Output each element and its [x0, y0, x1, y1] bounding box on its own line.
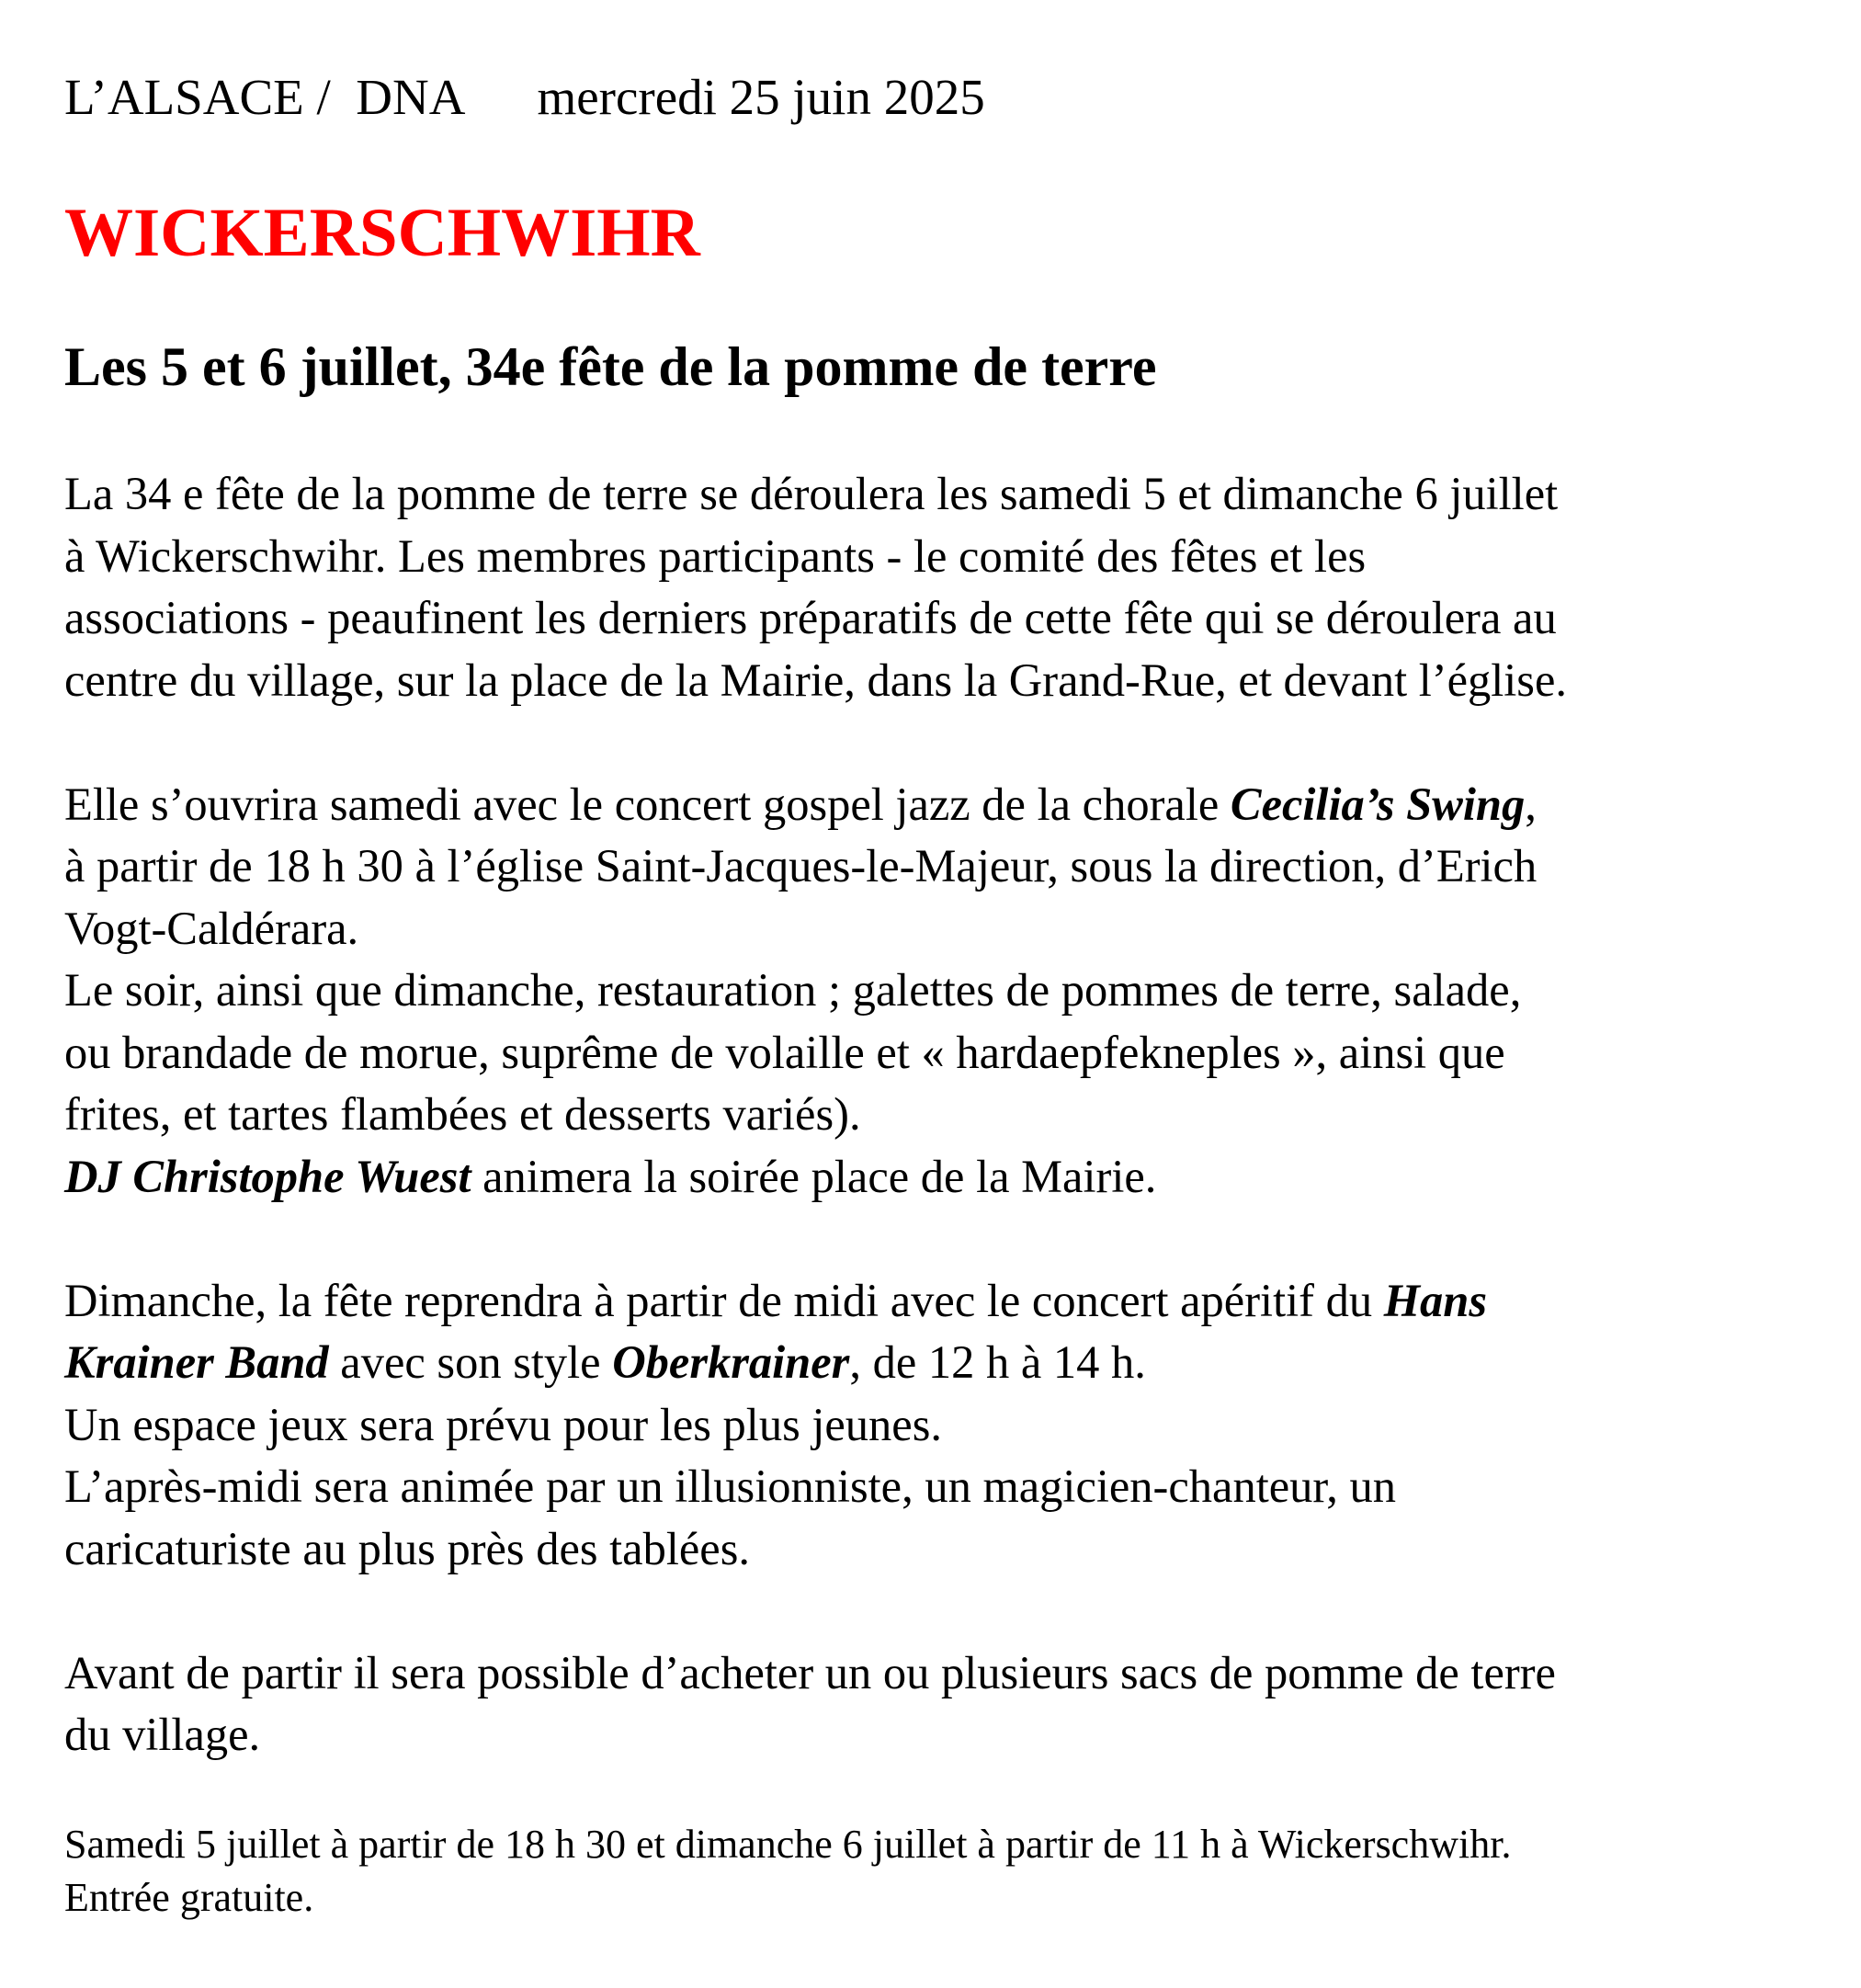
- text-run: animera la soirée place de la Mairie.: [471, 1150, 1157, 1202]
- publication-date: mercredi 25 juin 2025: [537, 69, 985, 125]
- paragraph-sunday: [64, 1270, 1829, 1581]
- paragraph-saturday: [64, 774, 1829, 1209]
- footer-line: Samedi 5 juillet à partir de 18 h 30 et dimanche 6 juillet à partir de 11 h à Wickerschwihr.: [64, 1822, 1512, 1867]
- text-run: avec son style: [328, 1336, 613, 1388]
- text-run: Elle s’ouvrira samedi avec le concert gospel jazz de la chorale: [64, 778, 1231, 830]
- body-line: Un espace jeux sera prévu pour les plus jeunes.: [64, 1398, 942, 1450]
- body-line: Vogt-Caldérara.: [64, 902, 359, 954]
- body-line: [64, 1146, 1829, 1209]
- body-line: centre du village, sur la place de la Mairie, dans la Grand-Rue, et devant l’église.: [64, 653, 1567, 706]
- body-line: caricaturiste au plus près des tablées.: [64, 1522, 750, 1574]
- body-line: à Wickerschwihr. Les membres participants - le comité des fêtes et les: [64, 529, 1367, 582]
- band-name-part: Krainer Band: [64, 1336, 329, 1388]
- body-line: ou brandade de morue, suprême de volaille et « hardaepfekneples », ainsi que: [64, 1026, 1505, 1078]
- body-line: à partir de 18 h 30 à l’église Saint-Jacques-le-Majeur, sous la direction, d’Erich: [64, 840, 1538, 892]
- footer-line: Entrée gratuite.: [64, 1875, 314, 1920]
- body-line: [64, 774, 1829, 836]
- body-line: [64, 1270, 1829, 1333]
- paragraph-gap: [64, 711, 1829, 774]
- practical-info: [64, 1818, 1511, 1925]
- source-name: L’ALSACE / DNA: [64, 69, 466, 125]
- article-headline: Les 5 et 6 juillet, 34e fête de la pomme de terre: [64, 336, 1157, 397]
- paragraph-gap: [64, 1580, 1829, 1642]
- body-line: Avant de partir il sera possible d’acheter un ou plusieurs sacs de pomme de terre: [64, 1646, 1556, 1698]
- body-line: L’après-midi sera animée par un illusionniste, un magicien-chanteur, un: [64, 1460, 1396, 1512]
- paragraph-gap: [64, 1208, 1829, 1270]
- body-line: du village.: [64, 1709, 261, 1760]
- body-line: La 34 e fête de la pomme de terre se déroulera les samedi 5 et dimanche 6 juillet: [64, 468, 1559, 519]
- music-style: Oberkrainer: [612, 1336, 850, 1388]
- body-line: frites, et tartes flambées et desserts variés).: [64, 1088, 861, 1140]
- choir-name: Cecilia’s Swing: [1230, 778, 1526, 830]
- dj-name: DJ Christophe Wuest: [64, 1150, 471, 1202]
- body-line: associations - peaufinent les derniers préparatifs de cette fête qui se déroulera au: [64, 592, 1557, 643]
- text-run: , de 12 h à 14 h.: [849, 1336, 1146, 1388]
- body-line: Le soir, ainsi que dimanche, restauration ; galettes de pommes de terre, salade,: [64, 964, 1522, 1016]
- town-title: WICKERSCHWIHR: [64, 195, 700, 271]
- paragraph-potatoes: [64, 1642, 1829, 1766]
- text-run: Dimanche, la fête reprendra à partir de midi avec le concert apéritif du: [64, 1274, 1384, 1326]
- band-name-part: Hans: [1383, 1274, 1487, 1326]
- body-line: [64, 1332, 1829, 1394]
- paragraph-intro: [64, 463, 1829, 711]
- article-body: [64, 463, 1829, 1766]
- text-run: ,: [1525, 778, 1537, 830]
- source-line: [64, 68, 985, 127]
